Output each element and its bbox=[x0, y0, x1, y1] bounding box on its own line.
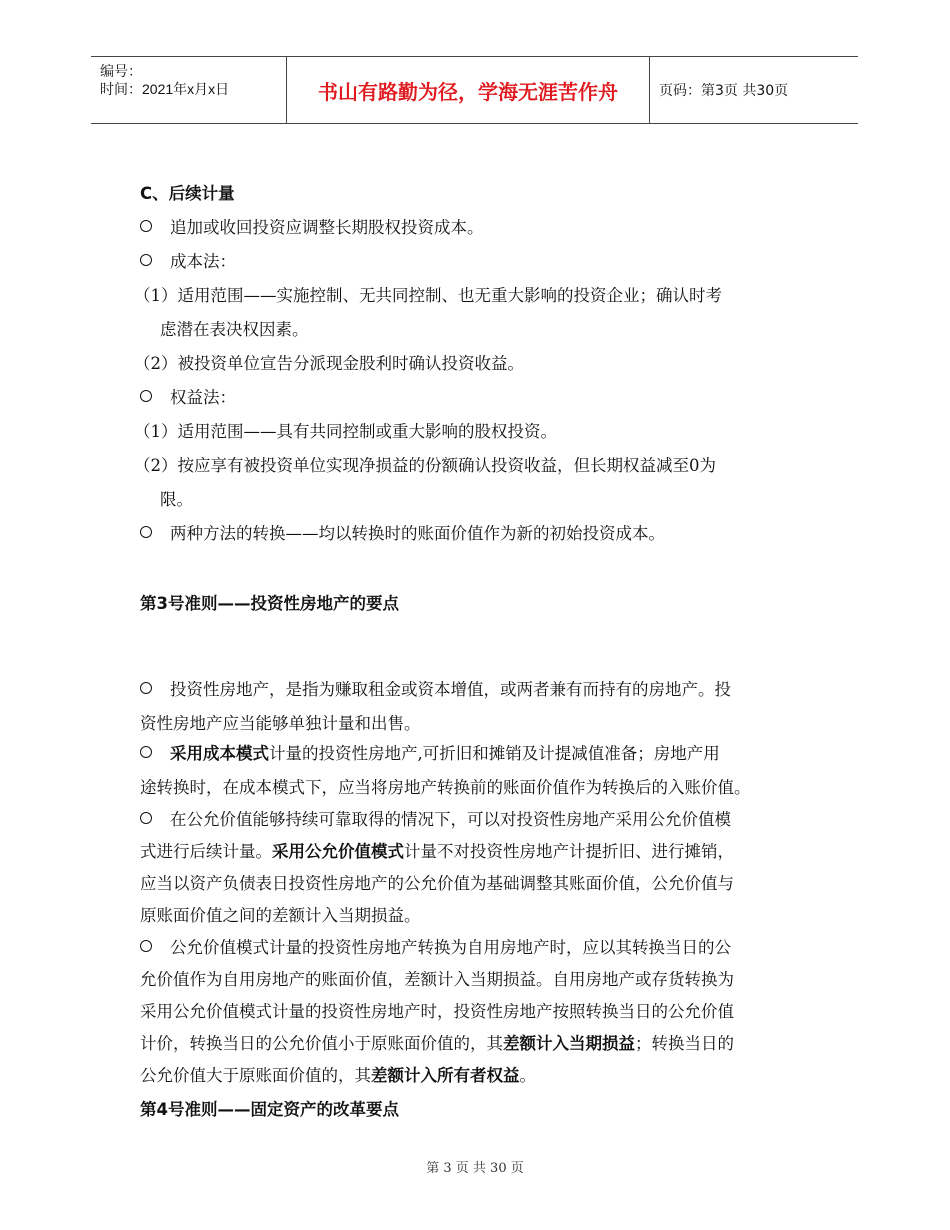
equity-item-1: （1）适用范围——具有共同控制或重大影响的股权投资。 bbox=[134, 422, 557, 441]
page-header bbox=[91, 56, 858, 124]
bullet-item: 成本法： bbox=[140, 248, 236, 272]
paragraph-3: 在公允价值能够持续可靠取得的情况下，可以对投资性房地产采用公允价值模 bbox=[140, 806, 731, 830]
heading-standard-4: 第4号准则——固定资产的改革要点 bbox=[140, 1100, 399, 1119]
header-motto: 书山有路勤为径，学海无涯苦作舟 bbox=[287, 57, 650, 123]
circle-bullet-icon bbox=[140, 682, 152, 694]
page-footer: 第 3 页 共 30 页 bbox=[426, 1161, 524, 1176]
cost-item-2: （2）被投资单位宣告分派现金股利时确认投资收益。 bbox=[134, 354, 524, 373]
paragraph-4: 公允价值模式计量的投资性房地产转换为自用房地产时，应以其转换当日的公 bbox=[140, 934, 731, 958]
paragraph-4-cont: 计价，转换当日的公允价值小于原账面价值的，其差额计入当期损益；转换当日的 bbox=[140, 1034, 734, 1053]
paragraph-4-cont: 公允价值大于原账面价值的，其差额计入所有者权益。 bbox=[140, 1066, 536, 1085]
paragraph-1-cont: 资性房地产应当能够单独计量和出售。 bbox=[140, 714, 421, 733]
bullet-item: 两种方法的转换——均以转换时的账面价值作为新的初始投资成本。 bbox=[140, 520, 665, 544]
circle-bullet-icon bbox=[140, 390, 152, 402]
circle-bullet-icon bbox=[140, 940, 152, 952]
paragraph-3-cont: 应当以资产负债表日投资性房地产的公允价值为基础调整其账面价值，公允价值与 bbox=[140, 874, 734, 893]
circle-bullet-icon bbox=[140, 526, 152, 538]
cost-item-1-cont: 虑潜在表决权因素。 bbox=[160, 320, 309, 339]
circle-bullet-icon bbox=[140, 254, 152, 266]
header-page-info: 页码：第3页 共30页 bbox=[659, 83, 789, 99]
bullet-item: 追加或收回投资应调整长期股权投资成本。 bbox=[140, 214, 484, 238]
equity-item-2: （2）按应享有被投资单位实现净损益的份额确认投资收益，但长期权益减至0为 bbox=[134, 456, 716, 475]
cost-item-1: （1）适用范围——实施控制、无共同控制、也无重大影响的投资企业；确认时考 bbox=[134, 286, 722, 305]
paragraph-1: 投资性房地产，是指为赚取租金或资本增值，或两者兼有而持有的房地产。投 bbox=[140, 676, 731, 700]
header-meta bbox=[91, 57, 287, 123]
doc-time-label: 时间：2021年x月x日 bbox=[100, 81, 230, 97]
equity-item-2-cont: 限。 bbox=[160, 490, 193, 509]
circle-bullet-icon bbox=[140, 812, 152, 824]
paragraph-4-cont: 允价值作为自用房地产的账面价值，差额计入当期损益。自用房地产或存货转换为 bbox=[140, 970, 734, 989]
paragraph-3-cont: 式进行后续计量。采用公允价值模式计量不对投资性房地产计提折旧、进行摊销， bbox=[140, 842, 734, 861]
paragraph-3-cont: 原账面价值之间的差额计入当期损益。 bbox=[140, 906, 421, 925]
paragraph-2: 采用成本模式计量的投资性房地产,可折旧和摊销及计提减值准备；房地产用 bbox=[140, 740, 720, 764]
section-c-title: C、后续计量 bbox=[140, 184, 235, 203]
circle-bullet-icon bbox=[140, 746, 152, 758]
paragraph-4-cont: 采用公允价值模式计量的投资性房地产时，投资性房地产按照转换当日的公允价值 bbox=[140, 1002, 734, 1021]
bullet-item: 权益法： bbox=[140, 384, 236, 408]
doc-number-label: 编号： bbox=[100, 63, 142, 79]
paragraph-2-cont: 途转换时，在成本模式下，应当将房地产转换前的账面价值作为转换后的入账价值。 bbox=[140, 778, 751, 797]
heading-standard-3: 第3号准则——投资性房地产的要点 bbox=[140, 594, 399, 613]
circle-bullet-icon bbox=[140, 220, 152, 232]
